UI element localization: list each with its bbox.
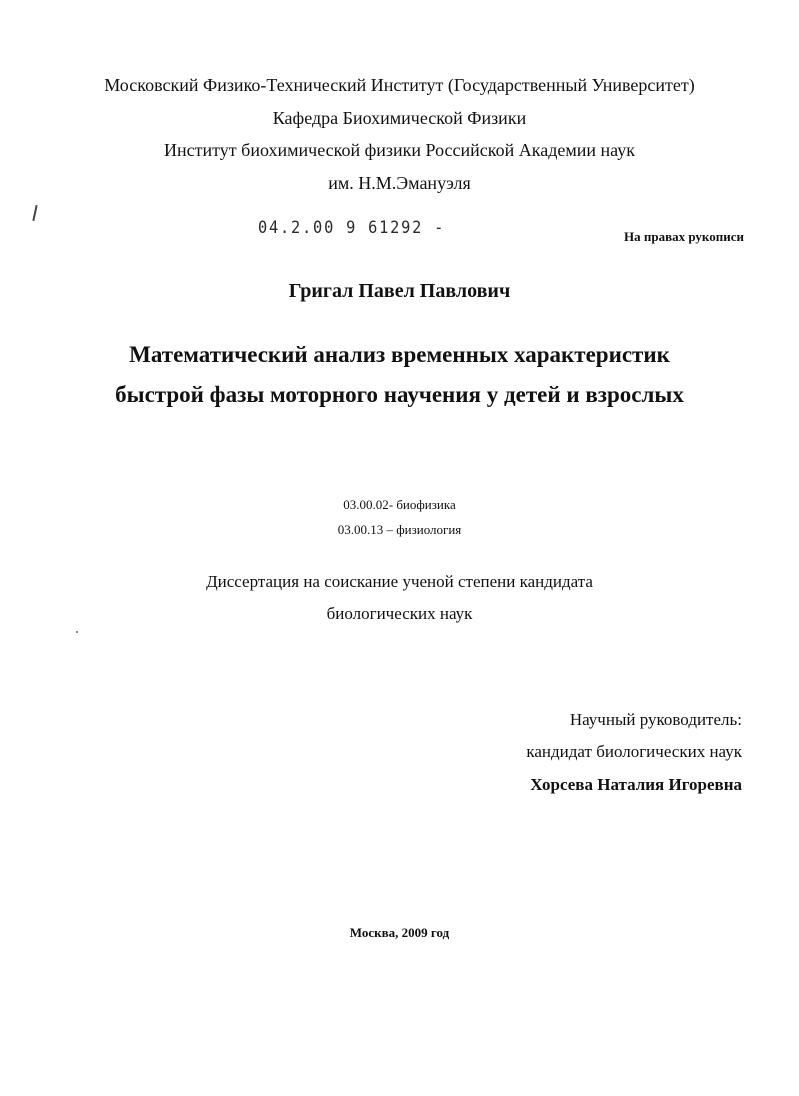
institution-line-3: Институт биохимической физики Российской Академии наук xyxy=(164,140,635,160)
scan-mark xyxy=(32,205,37,221)
dissertation-title-line-1: Математический анализ временных характеристик xyxy=(129,342,670,367)
dissertation-title-line-2: быстрой фазы моторного научения у детей и взрослых xyxy=(115,382,684,407)
institution-line-2: Кафедра Биохимической Физики xyxy=(272,108,527,128)
institution-line-4: им. Н.М.Эмануэля xyxy=(328,173,471,193)
author-name: Григал Павел Павлович xyxy=(288,280,511,302)
city-year: Москва, 2009 год xyxy=(349,925,450,940)
advisor-label: Научный руководитель: xyxy=(569,710,742,729)
specialty-physiology: 03.00.13 – физиология xyxy=(337,522,462,537)
specialty-biophysics: 03.00.02- биофизика xyxy=(343,497,456,512)
dissertation-degree-line-1: Диссертация на соискание ученой степени кандидата xyxy=(206,572,593,591)
institution-line-1: Московский Физико-Технический Институт (Государственный Университет) xyxy=(104,75,695,95)
scan-dot xyxy=(76,631,78,633)
advisor-degree: кандидат биологических наук xyxy=(526,742,742,761)
rights-notice: На правах рукописи xyxy=(624,229,744,244)
registration-stamp: 04.2.00 9 61292 - xyxy=(258,218,446,238)
dissertation-degree-line-2: биологических наук xyxy=(326,604,473,623)
advisor-name: Хорсева Наталия Игоревна xyxy=(530,775,742,794)
